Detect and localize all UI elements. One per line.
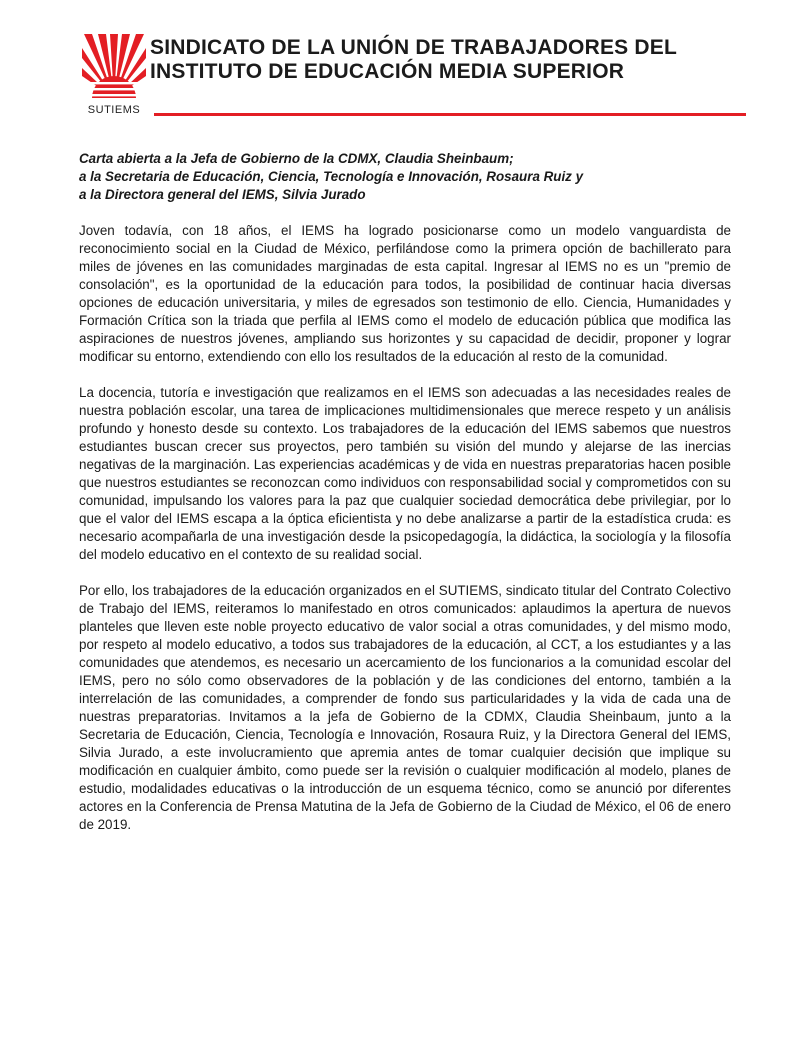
paragraph-2: La docencia, tutoría e investigación que realizamos en el IEMS son adecuadas a las necesidades reales de nuestra población escolar, una tarea de implicaciones multidimensionales que merece respeto y un análisis profundo y honesto desde su contexto. Los trabajadores de la educación del IEMS sabemos que nuestros estudiantes buscan crecer sus proyectos, pero también su visión del mundo y alejarse de las inercias negativas de la marginación. Las experiencias académicas y de vida en nuestras preparatorias hacen posible que nuestros estudiantes se reconozcan como individuos con responsabilidad social y comprometidos con su comunidad, impulsando los valores para la paz que cualquier sociedad democrática debe privilegiar, por lo que el valor del IEMS escapa a la óptica eficientista y no debe analizarse a partir de la estadística cruda: es necesario acompañarla de una investigación desde la psicopedagogía, la didáctica, la sociología y la filosofía del modelo educativo en el contexto de su realidad social. <box>79 385 731 562</box>
paragraph-1: Joven todavía, con 18 años, el IEMS ha logrado posicionarse como un modelo vanguardista de reconocimiento social en la Ciudad de México, perfilándose como la primera opción de bachillerato para miles de jóvenes en las comunidades marginadas de esta capital. Ingresar al IEMS no es un "premio de consolación", es la oportunidad de la educación para todos, la posibilidad de continuar hacia diversas opciones de educación universitaria, y miles de egresados son testimonio de ello. Ciencia, Humanidades y Formación Crítica son la triada que perfila al IEMS como el modelo de educación pública que modifica las aspiraciones de nuestros jóvenes, ampliando sus horizontes y su capacidad de decidir, proponer y lograr modificar su entorno, extendiendo con ello los resultados de la educación al resto de la comunidad. <box>79 223 731 364</box>
sutiems-logo <box>78 34 150 118</box>
letter-addressees <box>79 150 731 204</box>
addressee-line: a la Secretaria de Educación, Ciencia, Tecnología e Innovación, Rosaura Ruiz y <box>79 169 584 184</box>
paragraph-3: Por ello, los trabajadores de la educación organizados en el SUTIEMS, sindicato titular del Contrato Colectivo de Trabajo del IEMS, reiteramos lo manifestado en otros comunicados: aplaudimos la apertura de nuevos planteles que lleven este noble proyecto educativo de valor social a otras comunidades, y del mismo modo, por respeto al modelo educativo, a todos sus trabajadores de la educación, al CCT, a los estudiantes y a las comunidades que atendemos, es necesario un acercamiento de los funcionarios a la comunidad escolar del IEMS, pero no sólo como observadores de la población y de las condiciones del entorno, también a la interrelación de las comunidades, a comprender de fondo sus particularidades y la vida de cada una de nuestras preparatorias. Invitamos a la jefa de Gobierno de la CDMX, Claudia Sheinbaum, junto a la Secretaria de Educación, Ciencia, Tecnología e Innovación, Rosaura Ruiz, y la Directora General del IEMS, Silvia Jurado, a este involucramiento que apremia antes de tomar cualquier decisión que implique su modificación en cualquier ámbito, como puede ser la revisión o cualquier modificación al modelo, planes de estudio, modalidades educativas o la introducción de un esquema técnico, como se anunció por diferentes actores en la Conferencia de Prensa Matutina de la Jefa de Gobierno de la Ciudad de México, el 06 de enero de 2019. <box>79 583 731 832</box>
title-line-1: SINDICATO DE LA UNIÓN DE TRABAJADORES DEL <box>150 36 678 59</box>
rising-sun-logo-icon <box>78 34 150 104</box>
addressee-line: Carta abierta a la Jefa de Gobierno de la CDMX, Claudia Sheinbaum; <box>79 151 514 166</box>
addressee-line: a la Directora general del IEMS, Silvia Jurado <box>79 187 366 202</box>
letterhead <box>78 34 750 124</box>
letter-body <box>79 150 731 852</box>
header-divider <box>154 113 746 116</box>
union-name-title <box>150 36 760 84</box>
logo-label: SUTIEMS <box>87 104 141 116</box>
title-line-2: INSTITUTO DE EDUCACIÓN MEDIA SUPERIOR <box>150 60 625 83</box>
